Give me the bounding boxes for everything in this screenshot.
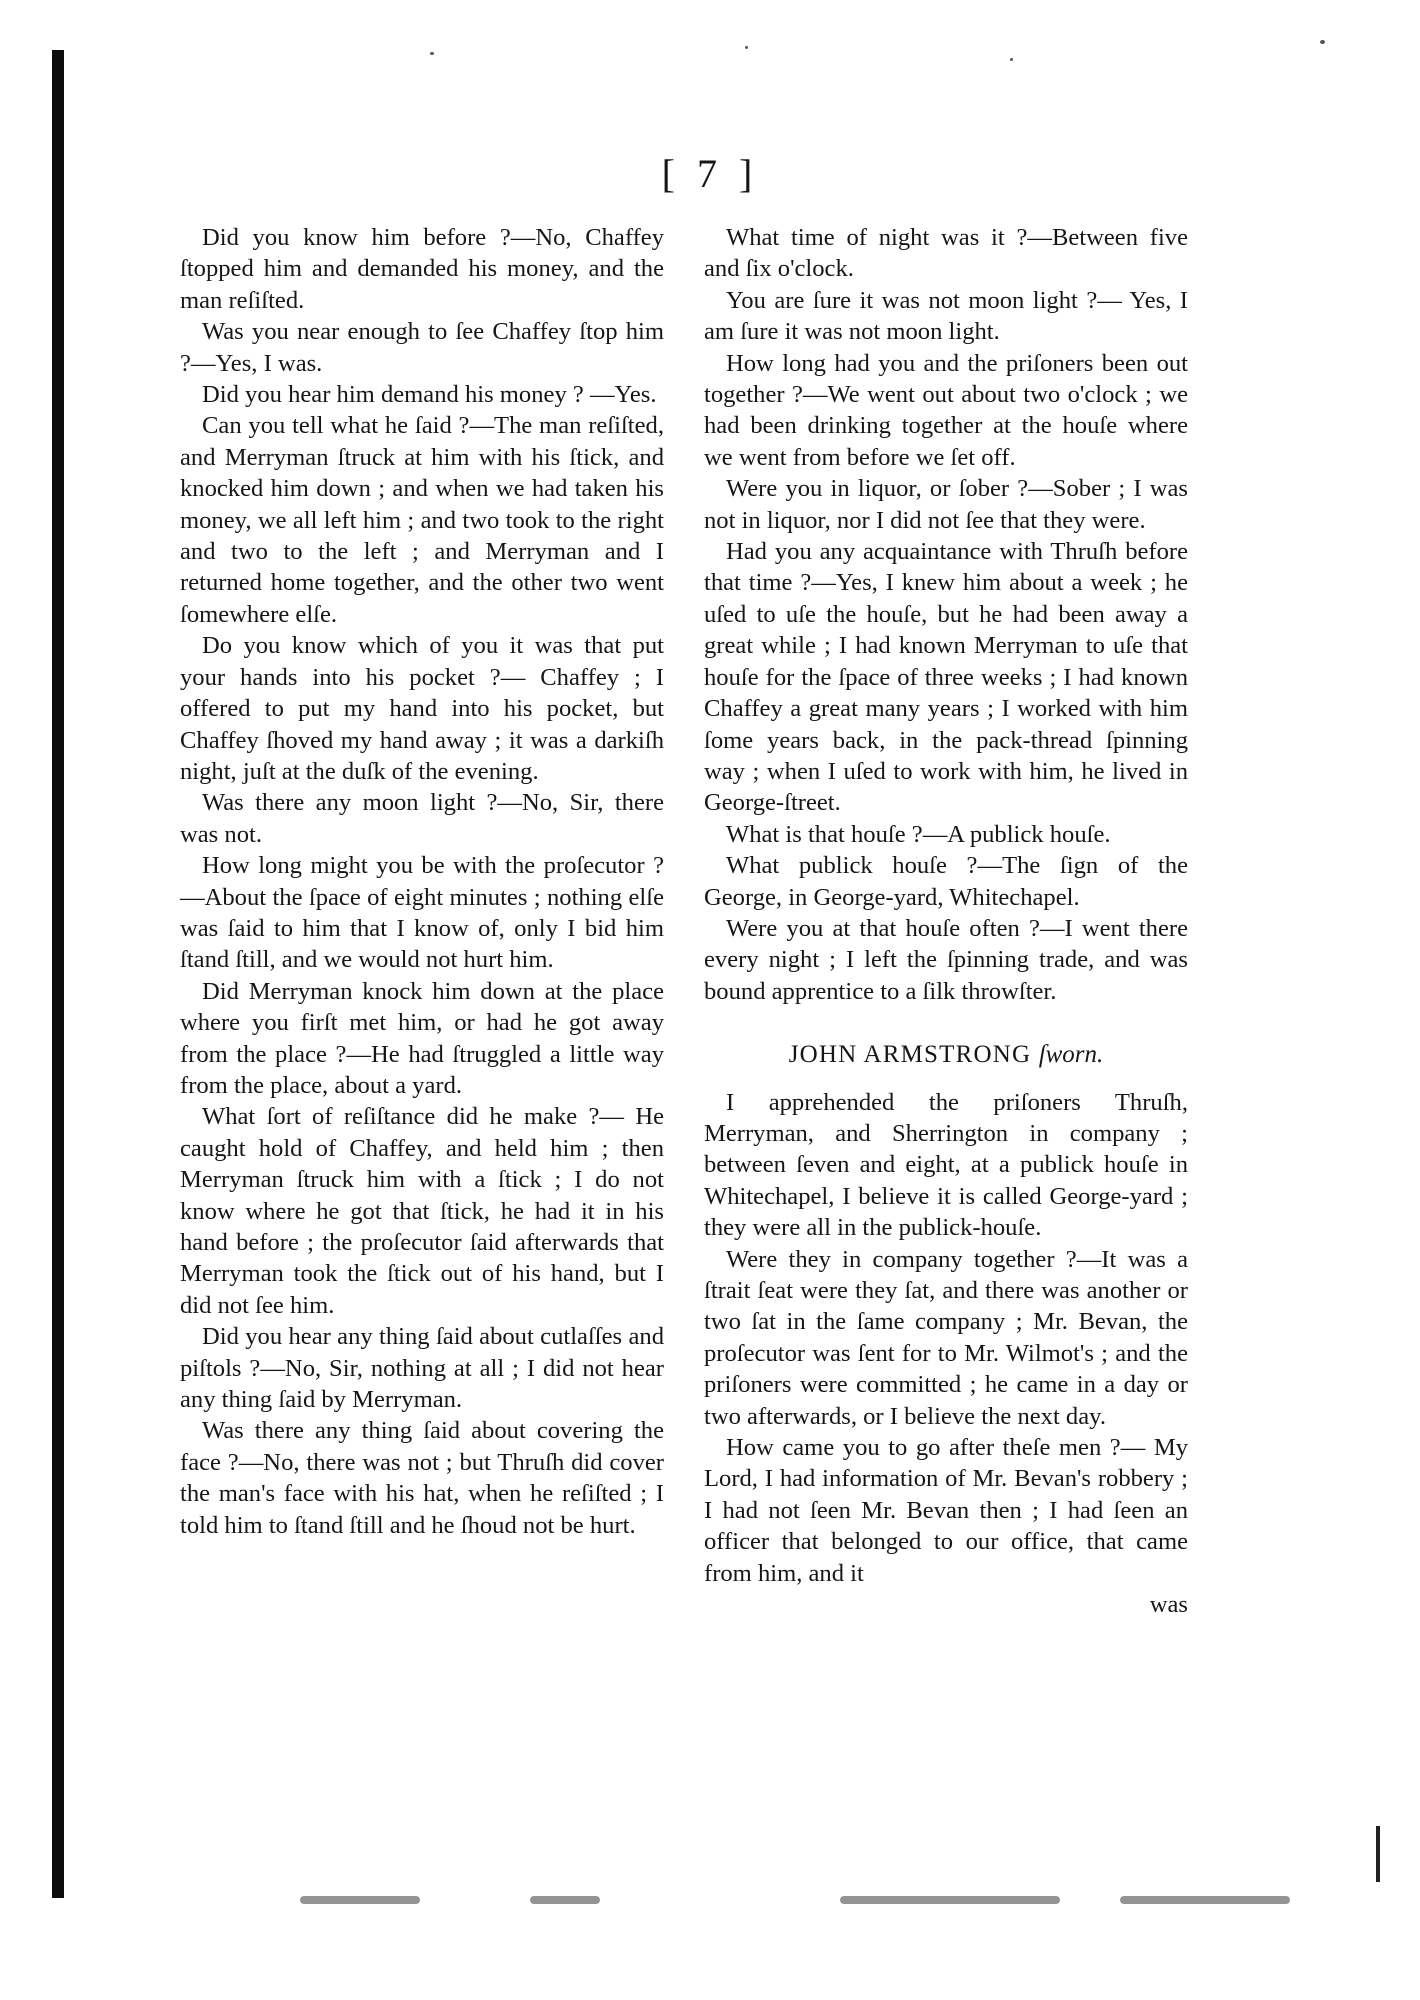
text-paragraph: What time of night was it ?—Between five and ſix o'clock. (704, 224, 1188, 283)
sworn-label: ſworn. (1038, 1041, 1104, 1069)
text-paragraph: You are ſure it was not moon light ?— Yes, I am ſure it was not moon light. (704, 286, 1188, 346)
bottom-smudge (1120, 1896, 1290, 1904)
edge-mark (1376, 1826, 1380, 1882)
text-paragraph: Did Merryman knock him down at the place where you firſt met him, or had he got away from the place ?—He had ſtruggled a little way from the place, about a yard. (180, 977, 664, 1099)
witness-heading (704, 1039, 1188, 1070)
witness-name: JOHN ARMSTRONG (788, 1041, 1032, 1069)
text-paragraph: What publick houſe ?—The ſign of the George, in George-yard, Whitechapel. (704, 852, 1188, 911)
text-paragraph: Were you in liquor, or ſober ?—Sober ; I was not in liquor, nor I did not ſee that they were. (704, 475, 1188, 534)
text-paragraph: Did you hear him demand his money ? —Yes. (202, 381, 657, 409)
text-paragraph: Were they in company together ?—It was a ſtrait ſeat were they ſat, and there was another or two ſat in the ſame company ; Mr. Bevan, the proſecutor was ſent for to Mr. Wilmot's ; and the priſoners were committed ; he came in a day or two afterwards, or I believe the next day. (704, 1245, 1188, 1430)
text-paragraph: What is that houſe ?—A publick houſe. (726, 820, 1111, 848)
text-paragraph: What ſort of reſiſtance did he make ?— He caught hold of Chaffey, and held him ; then Merryman ſtruck him with a ſtick ; I do not know where he got that ſtick, he had it in his hand before ; the proſecutor ſaid afterwards that Merryman took the ſtick out of his hand, but I did not ſee him. (180, 1103, 664, 1319)
text-paragraph: I apprehended the priſoners Thruſh, Merryman, and Sherrington in company ; between ſeven and eight, at a publick houſe in Whitechapel, I believe it is called George-yard ; they were all in the publick-houſe. (704, 1088, 1188, 1242)
text-paragraph: Had you any acquaintance with Thruſh before that time ?—Yes, I knew him about a week ; he uſed to uſe the houſe, but he had been away a great while ; I had known Merryman to uſe that houſe for the ſpace of three weeks ; I had known Chaffey a great many years ; I worked with him ſome years back, in the pack-thread ſpinning way ; when I uſed to work with him, he lived in George-ſtreet. (704, 538, 1188, 817)
text-paragraph: How long might you be with the proſecutor ?—About the ſpace of eight minutes ; nothing elſe was ſaid to him that I know of, only I bid him ſtand ſtill, and we would not hurt him. (180, 852, 664, 974)
page-number: [ 7 ] (661, 151, 759, 196)
text-paragraph: Can you tell what he ſaid ?—The man reſiſted, and Merryman ſtruck at him with his ſtick, and knocked him down ; and when we had taken his money, we all left him ; and two took to the right and two to the left ; and Merryman and I returned home together, and the other two went ſomewhere elſe. (180, 412, 664, 628)
left-column (180, 222, 664, 1541)
paper-speck (1320, 40, 1325, 44)
bottom-smudge (530, 1896, 600, 1904)
paper-speck (430, 52, 434, 55)
text-paragraph: How came you to go after theſe men ?— My Lord, I had information of Mr. Bevan's robbery ; I had not ſeen Mr. Bevan then ; I had ſeen an officer that belonged to our office, that came from him, and it (704, 1434, 1188, 1587)
text-paragraph: Were you at that houſe often ?—I went there every night ; I left the ſpinning trade, and was bound apprentice to a ſilk throwſter. (704, 914, 1188, 1005)
text-paragraph: Was you near enough to ſee Chaffey ſtop him ?—Yes, I was. (180, 318, 664, 377)
paper-speck (745, 46, 748, 49)
bottom-smudge (840, 1896, 1060, 1904)
text-paragraph: Was there any moon light ?—No, Sir, there was not. (180, 789, 664, 848)
bottom-smudge (300, 1896, 420, 1904)
binding-edge (52, 50, 64, 1898)
catchword: was (1149, 1591, 1188, 1619)
text-paragraph: Do you know which of you it was that put your hands into his pocket ?— Chaffey ; I offered to put my hand into his pocket, but Chaffey ſhoved my hand away ; it was a darkiſh night, juſt at the duſk of the evening. (180, 632, 664, 785)
text-paragraph: Did you hear any thing ſaid about cutlaſſes and piſtols ?—No, Sir, nothing at all ; I did not hear any thing ſaid by Merryman. (180, 1323, 664, 1414)
right-column (704, 222, 1188, 1620)
text-paragraph: How long had you and the priſoners been out together ?—We went out about two o'clock ; we had been drinking together at the houſe where we went from before we ſet off. (704, 349, 1188, 471)
paper-speck (1010, 58, 1013, 61)
text-paragraph: Did you know him before ?—No, Chaffey ſtopped him and demanded his money, and the man reſiſted. (180, 224, 664, 314)
text-paragraph: Was there any thing ſaid about covering the face ?—No, there was not ; but Thruſh did cover the man's face with his hat, when he reſiſted ; I told him to ſtand ſtill and he ſhoud not be hurt. (180, 1417, 664, 1539)
